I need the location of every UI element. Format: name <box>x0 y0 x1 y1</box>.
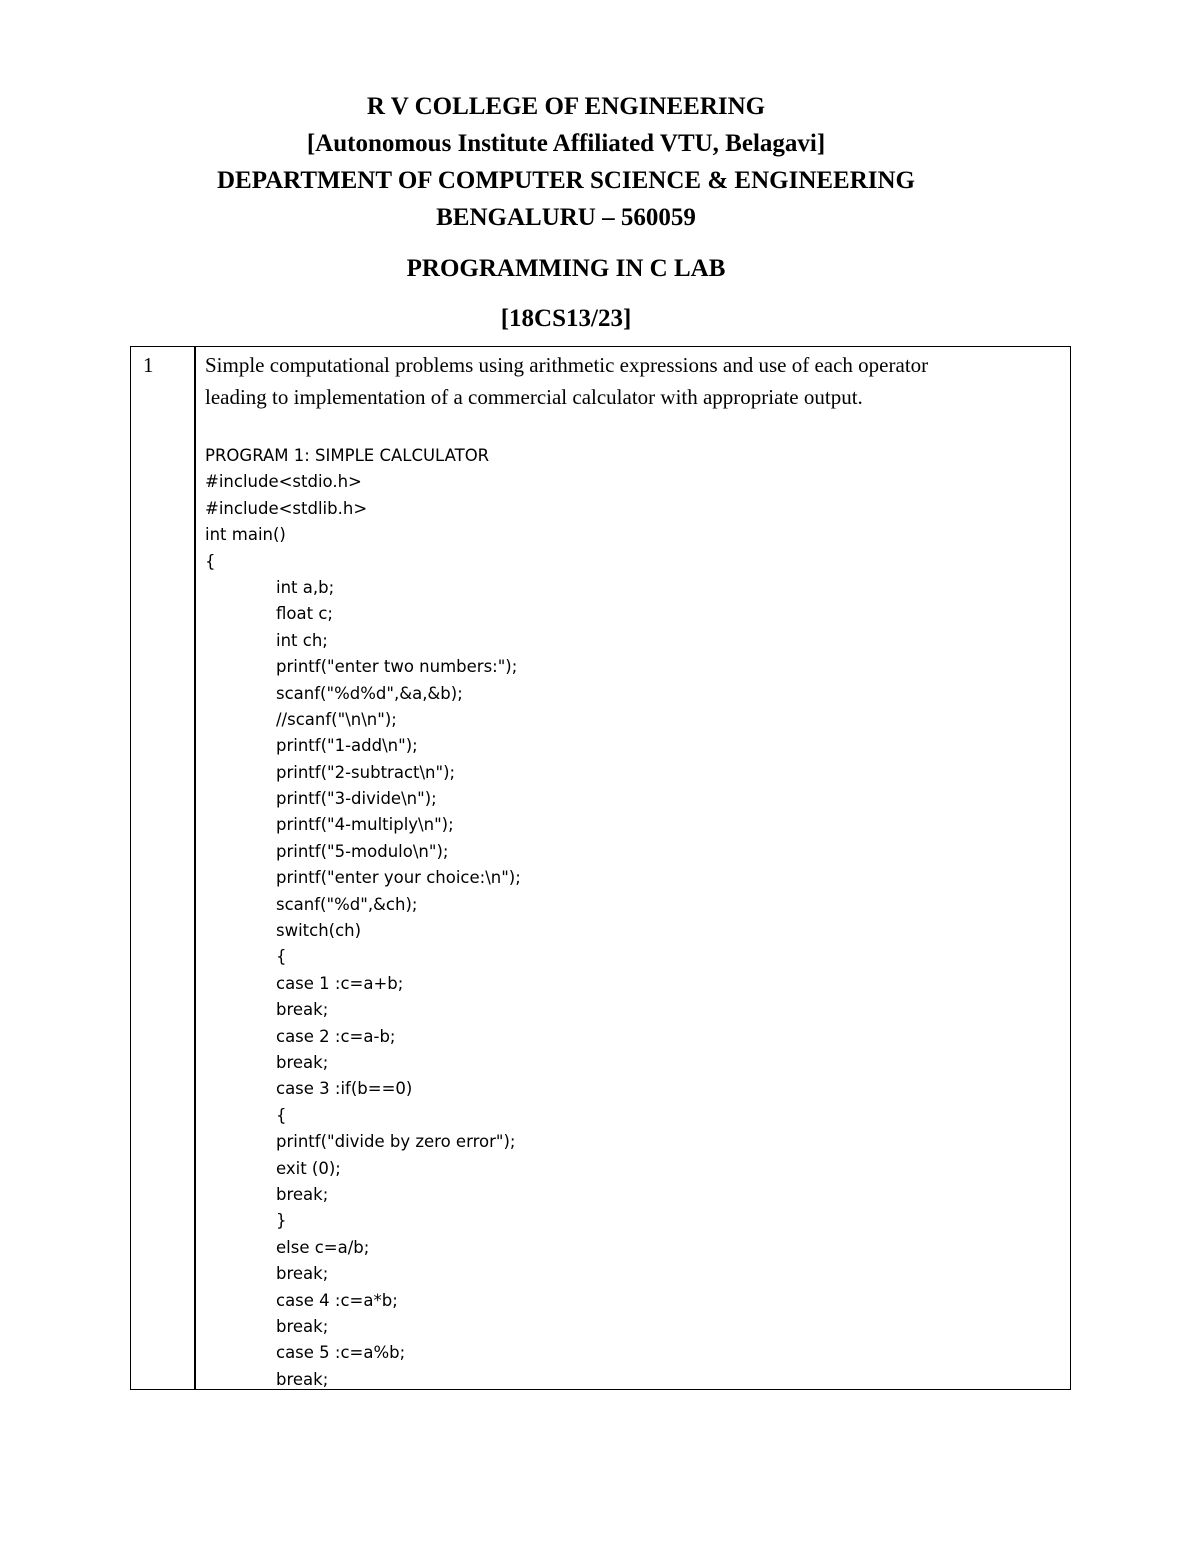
description-line: leading to implementation of a commercial calculator with appropriate output. <box>205 385 863 409</box>
code-line: printf("4-multiply\n"); <box>276 815 454 835</box>
code-line: printf("enter your choice:\n"); <box>276 868 521 888</box>
code-line: scanf("%d%d",&a,&b); <box>276 683 463 703</box>
code-line: float c; <box>276 604 333 624</box>
code-line: case 5 :c=a%b; <box>276 1343 406 1363</box>
code-line: printf("2-subtract\n"); <box>276 762 456 782</box>
program-heading: PROGRAM 1: SIMPLE CALCULATOR <box>205 446 490 465</box>
experiment-number: 1 <box>143 353 154 377</box>
description-line: Simple computational problems using arithmetic expressions and use of each operator <box>205 353 929 377</box>
code-line: case 2 :c=a-b; <box>276 1026 396 1046</box>
course-title: PROGRAMMING IN C LAB <box>406 255 726 282</box>
code-line: break; <box>276 1316 329 1336</box>
experiment-description <box>205 349 1055 413</box>
code-line: case 1 :c=a+b; <box>276 973 404 993</box>
code-line: printf("divide by zero error"); <box>276 1132 516 1152</box>
code-line: #include<stdio.h> <box>205 472 362 492</box>
code-line: break; <box>276 1184 329 1204</box>
code-line: int a,b; <box>276 577 335 597</box>
experiment-table <box>130 346 1071 1390</box>
code-line: printf("3-divide\n"); <box>276 789 437 809</box>
code-line: case 3 :if(b==0) <box>276 1079 413 1099</box>
college-name: R V COLLEGE OF ENGINEERING <box>366 93 766 120</box>
code-line: break; <box>276 1052 329 1072</box>
code-line: printf("enter two numbers:"); <box>276 657 518 677</box>
code-line: printf("5-modulo\n"); <box>276 841 449 861</box>
affiliation-line: [Autonomous Institute Affiliated VTU, Belagavi] <box>306 130 826 157</box>
code-line: #include<stdlib.h> <box>205 498 368 518</box>
city-line: BENGALURU – 560059 <box>436 204 696 231</box>
code-line: int ch; <box>276 630 328 650</box>
code-line: //scanf("\n\n"); <box>276 709 397 729</box>
code-line: else c=a/b; <box>276 1237 370 1257</box>
code-line: switch(ch) <box>276 921 362 941</box>
code-line: break; <box>276 1369 329 1389</box>
program-code <box>205 443 1055 1393</box>
code-line: printf("1-add\n"); <box>276 736 418 756</box>
code-line: scanf("%d",&ch); <box>276 894 418 914</box>
department-name: DEPARTMENT OF COMPUTER SCIENCE & ENGINEERING <box>216 167 916 194</box>
table-column-divider <box>194 347 196 1389</box>
code-line: break; <box>276 1264 329 1284</box>
code-line: case 4 :c=a*b; <box>276 1290 398 1310</box>
code-line: int main() <box>205 525 286 545</box>
code-line: } <box>276 1211 287 1231</box>
code-line: { <box>205 551 216 571</box>
code-line: { <box>276 947 287 967</box>
document-header <box>0 88 1132 236</box>
code-line: { <box>276 1105 287 1125</box>
code-line: break; <box>276 1000 329 1020</box>
course-code: [18CS13/23] <box>500 305 632 332</box>
code-line: exit (0); <box>276 1158 341 1178</box>
